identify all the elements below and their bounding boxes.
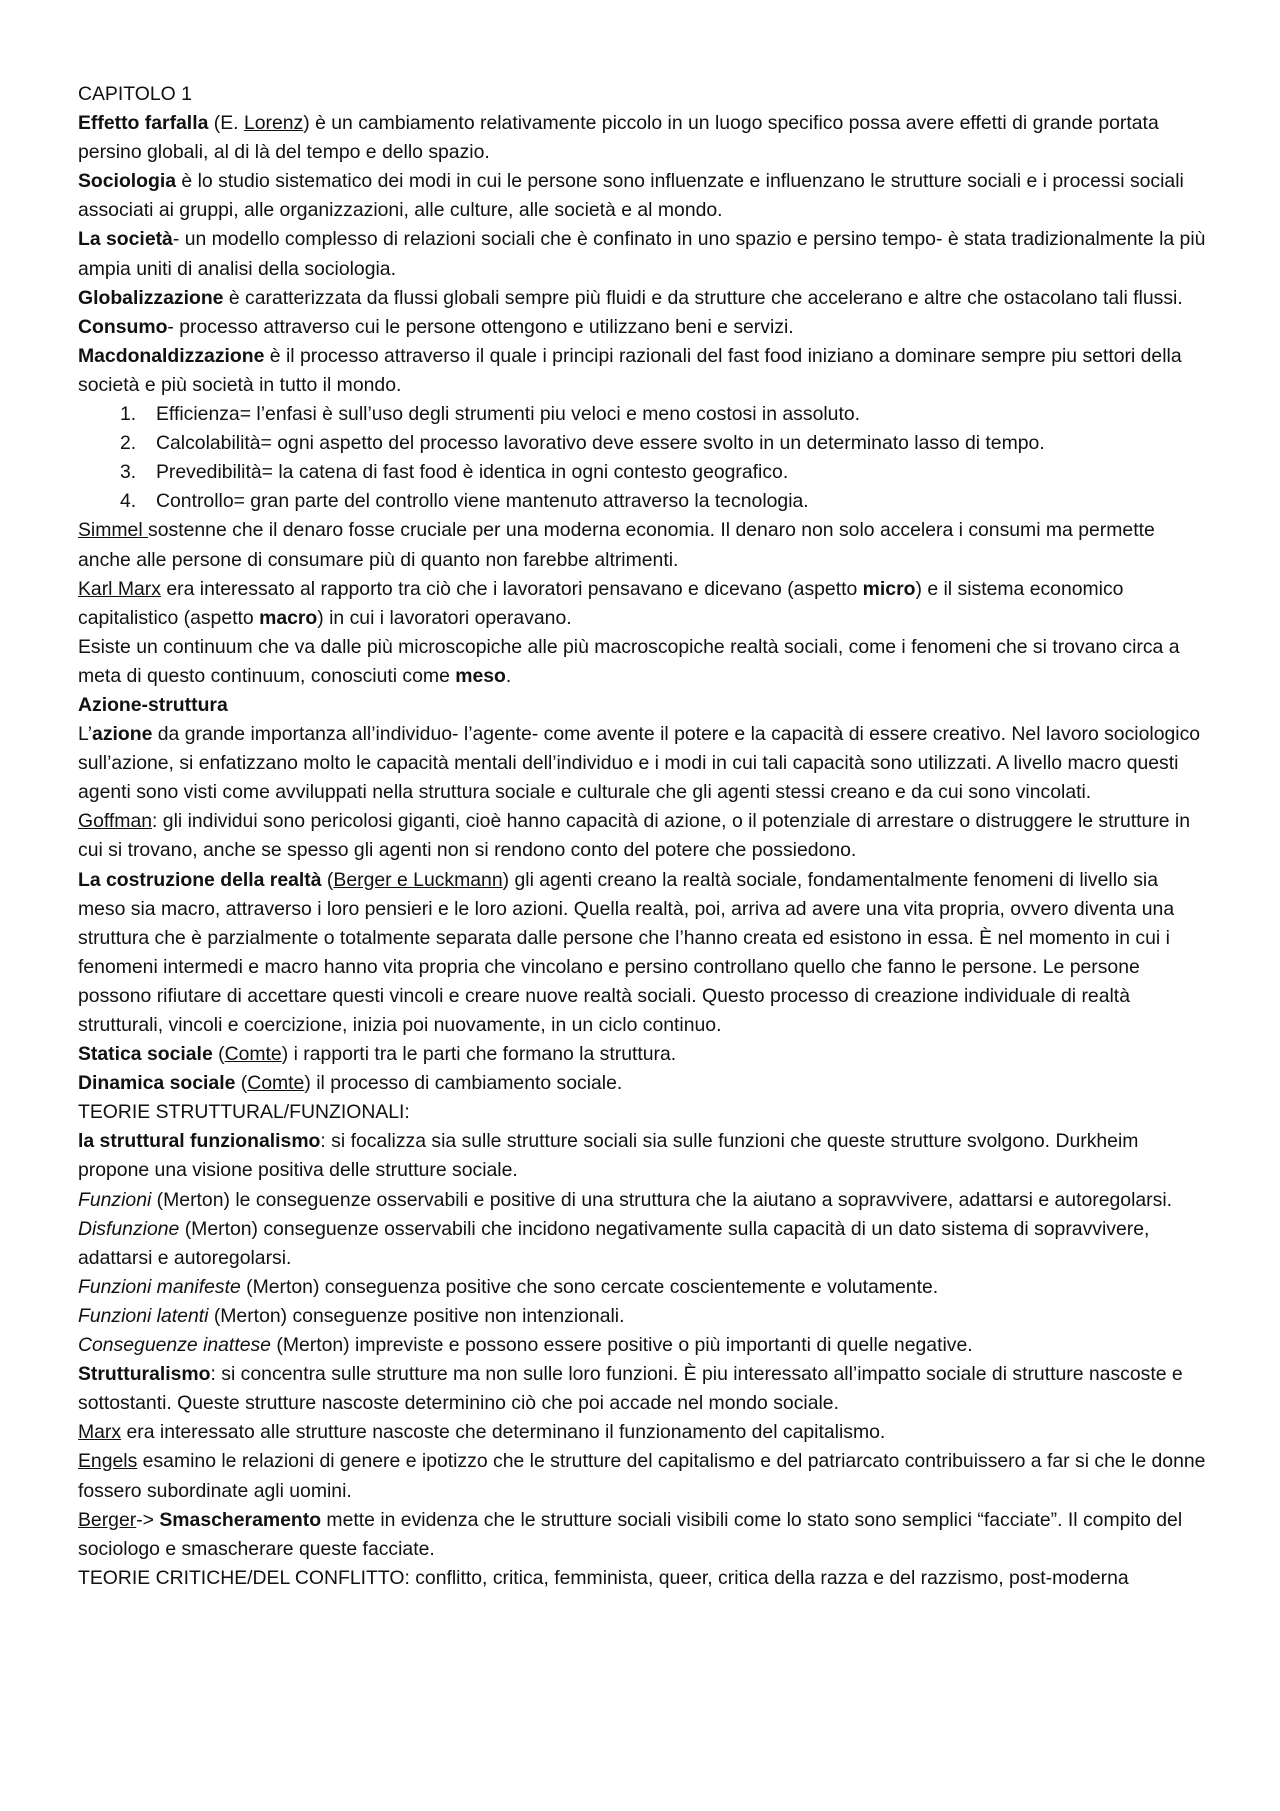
author-name: Goffman [78,810,153,833]
list-item [78,458,1208,487]
text: sostenne che il denaro fosse cruciale per una moderna economia. Il denaro non solo accelera i consumi ma permette anche alle persone di consumare più di quanto non farebbe altrimenti. [78,519,1155,571]
term: Globalizzazione [78,286,224,309]
author-name: Engels [78,1450,138,1473]
list-number: 1. [120,403,137,426]
paragraph-goffman [78,807,1208,865]
paragraph-strutturalismo [78,1360,1208,1418]
term: la struttural funzionalismo [78,1130,321,1153]
paragraph-consumo [78,313,1208,342]
term: La costruzione della realtà [78,868,322,891]
text: : gli individui sono pericolosi giganti, cioè hanno capacità di azione, o il potenziale di arrestare o distruggere le strutture in cui si trovano, anche se spesso gli agenti non si rendono conto del potere che possiedono. [78,810,1191,862]
author-name: Berger e Luckmann [333,868,503,891]
text: - un modello complesso di relazioni sociali che è confinato in uno spazio e persino tempo- è stata tradizionalmente la più ampia uniti di analisi della sociologia. [78,228,1206,280]
text: ( [212,1043,225,1066]
paragraph-dinamica-sociale [78,1069,1208,1098]
text: era interessato al rapporto tra ciò che i lavoratori pensavano e dicevano (aspetto [160,577,863,600]
paragraph-funzioni [78,1186,1208,1215]
text: ) gli agenti creano la realtà sociale, fondamentalmente fenomeni di livello sia meso sia macro, attraverso i loro pensieri e le loro azioni. Quella realtà, poi, arriva ad avere una vita propria, ovvero diventa una struttura che è parzialmente o totalmente separata dalle persone che l’hanno creata ed esistono in essa. È nel momento in cui i fenomeni intermedi e macro hanno vita propria che vincolano e persino controllano quello che fanno le persone. Le persone possono rifiutare di accettare questi vincoli e creare nuove realtà sociali. Questo processo di creazione individuale di realtà strutturali, vincoli e coercizione, inizia poi nuovamente, in un ciclo continuo. [78,868,1175,1036]
text: è il processo attraverso il quale i principi razionali del fast food iniziano a dominare sempre piu settori della società e più società in tutto il mondo. [78,344,1182,396]
paragraph-karl-marx [78,575,1208,633]
text: ) in cui i lavoratori operavano. [317,606,572,629]
term: Effetto farfalla [78,112,209,135]
term: Dinamica sociale [78,1072,236,1095]
text: ( [235,1072,248,1095]
paragraph-simmel [78,516,1208,574]
text: (E. [208,112,244,135]
paragraph-azione [78,720,1208,807]
text: : si concentra sulle strutture ma non sulle loro funzioni. È piu interessato all’impatto sociale di strutture nascoste e sottostanti. Queste strutture nascoste determinino ciò che poi accade nel mondo sociale. [78,1363,1183,1415]
document-page [78,80,1208,1593]
paragraph-sociologia [78,167,1208,225]
text: ) è un cambiamento relativamente piccolo in un luogo specifico possa avere effetti di grande portata persino globali, al di là del tempo e dello spazio. [78,112,1159,164]
term: Statica sociale [78,1043,213,1066]
paragraph-struttural-funzionalismo [78,1127,1208,1185]
text: ) e il sistema economico capitalistico (aspetto [78,577,1124,629]
paragraph-funzioni-manifeste [78,1273,1208,1302]
section-heading-teorie-strutturali: TEORIE STRUTTURAL/FUNZIONALI: [78,1101,410,1124]
paragraph-globalizzazione [78,284,1208,313]
paragraph-costruzione-realta [78,866,1208,1041]
term: Funzioni manifeste [78,1275,241,1298]
paragraph-macdonaldizzazione [78,342,1208,400]
text: -> [136,1508,160,1531]
text: Esiste un continuum che va dalle più microscopiche alle più macroscopiche realtà sociali, come i fenomeni che si trovano circa a meta di questo continuum, conosciuti come [78,635,1180,687]
author-name: Simmel [78,519,149,542]
author-name: Comte [247,1072,305,1095]
list-number: 2. [120,432,137,455]
term: micro [862,577,916,600]
numbered-list [78,400,1208,516]
text: - processo attraverso cui le persone ottengono e utilizzano beni e servizi. [167,315,794,338]
term: La società [78,228,173,251]
heading-text: Azione-struttura [78,693,228,716]
text: (Merton) le conseguenze osservabili e positive di una struttura che la aiutano a sopravvivere, adattarsi e autoregolarsi. [151,1188,1173,1211]
text: (Merton) conseguenza positive che sono cercate coscientemente e volutamente. [240,1275,939,1298]
text: ( [321,868,334,891]
text: (Merton) conseguenze positive non intenzionali. [208,1304,625,1327]
text: (Merton) conseguenze osservabili che incidono negativamente sulla capacità di un dato sistema di sopravvivere, adattarsi e autoregolarsi. [78,1217,1150,1269]
author-name: Comte [224,1043,282,1066]
text: : si focalizza sia sulle strutture sociali sia sulle funzioni che queste strutture svolgono. Durkheim propone una visione positiva delle strutture sociale. [78,1130,1139,1182]
term: Conseguenze inattese [78,1334,271,1357]
paragraph-funzioni-latenti [78,1302,1208,1331]
term: Funzioni [78,1188,152,1211]
list-number: 3. [120,461,137,484]
term: Strutturalismo [78,1363,211,1386]
list-item [78,487,1208,516]
paragraph-teorie-critiche: TEORIE CRITICHE/DEL CONFLITTO: conflitto, critica, femminista, queer, critica della razza e del razzismo, post-moderna [78,1566,1129,1589]
text: ) i rapporti tra le parti che formano la struttura. [281,1043,677,1066]
text: . [505,664,512,687]
text: è caratterizzata da flussi globali sempre più fluidi e da strutture che accelerano e altre che ostacolano tali flussi. [223,286,1183,309]
paragraph-disfunzione [78,1215,1208,1273]
list-text: Efficienza= l’enfasi è sull’uso degli strumenti piu veloci e meno costosi in assoluto. [156,403,860,426]
text: da grande importanza all’individuo- l’agente- come avente il potere e la capacità di essere creativo. Nel lavoro sociologico sull’azione, si enfatizzano molto le capacità mentali dell’individuo e i modi in cui tali capacità sono utilizzati. A livello macro questi agenti sono visti come avviluppati nella struttura sociale e culturale che gli agenti stessi creano e da cui sono vincolati. [78,723,1201,804]
text: è lo studio sistematico dei modi in cui le persone sono influenzate e influenzano le strutture sociali e i processi sociali associati ai gruppi, alle organizzazioni, alle culture, alle società e al mondo. [78,170,1184,222]
paragraph-continuum [78,633,1208,691]
paragraph-berger [78,1506,1208,1564]
paragraph-marx [78,1418,1208,1447]
chapter-heading: CAPITOLO 1 [78,83,192,105]
paragraph-engels [78,1447,1208,1505]
text: era interessato alle strutture nascoste che determinano il funzionamento del capitalismo. [121,1421,886,1444]
term: meso [455,664,506,687]
text: (Merton) impreviste e possono essere positive o più importanti di quelle negative. [270,1334,973,1357]
list-text: Calcolabilità= ogni aspetto del processo lavorativo deve essere svolto in un determinato lasso di tempo. [156,432,1045,455]
paragraph-effetto-farfalla [78,109,1208,167]
list-item [78,429,1208,458]
text: L’ [78,723,93,746]
term: Macdonaldizzazione [78,344,265,367]
term: Smascheramento [159,1508,322,1531]
term: Consumo [78,315,168,338]
term: Funzioni latenti [78,1304,209,1327]
author-name: Lorenz [243,112,304,135]
section-heading-azione-struttura [78,691,1208,720]
list-number: 4. [120,490,137,513]
text: mette in evidenza che le strutture sociali visibili come lo stato sono semplici “facciate”. Il compito del sociologo e smascherare queste facciate. [78,1508,1183,1560]
list-text: Controllo= gran parte del controllo viene mantenuto attraverso la tecnologia. [156,490,809,513]
text: ) il processo di cambiamento sociale. [304,1072,623,1095]
term: Disfunzione [78,1217,180,1240]
list-text: Prevedibilità= la catena di fast food è identica in ogni contesto geografico. [156,461,789,484]
author-name: Berger [78,1508,137,1531]
list-item [78,400,1208,429]
author-name: Karl Marx [78,577,161,600]
text: esamino le relazioni di genere e ipotizzo che le strutture del capitalismo e del patriarcato contribuissero a far si che le donne fossero subordinate agli uomini. [78,1450,1206,1502]
author-name: Marx [78,1421,122,1444]
paragraph-statica-sociale [78,1040,1208,1069]
term: Sociologia [78,170,177,193]
paragraph-conseguenze-inattese [78,1331,1208,1360]
term: macro [259,606,318,629]
paragraph-societa [78,225,1208,283]
term: azione [92,723,153,746]
